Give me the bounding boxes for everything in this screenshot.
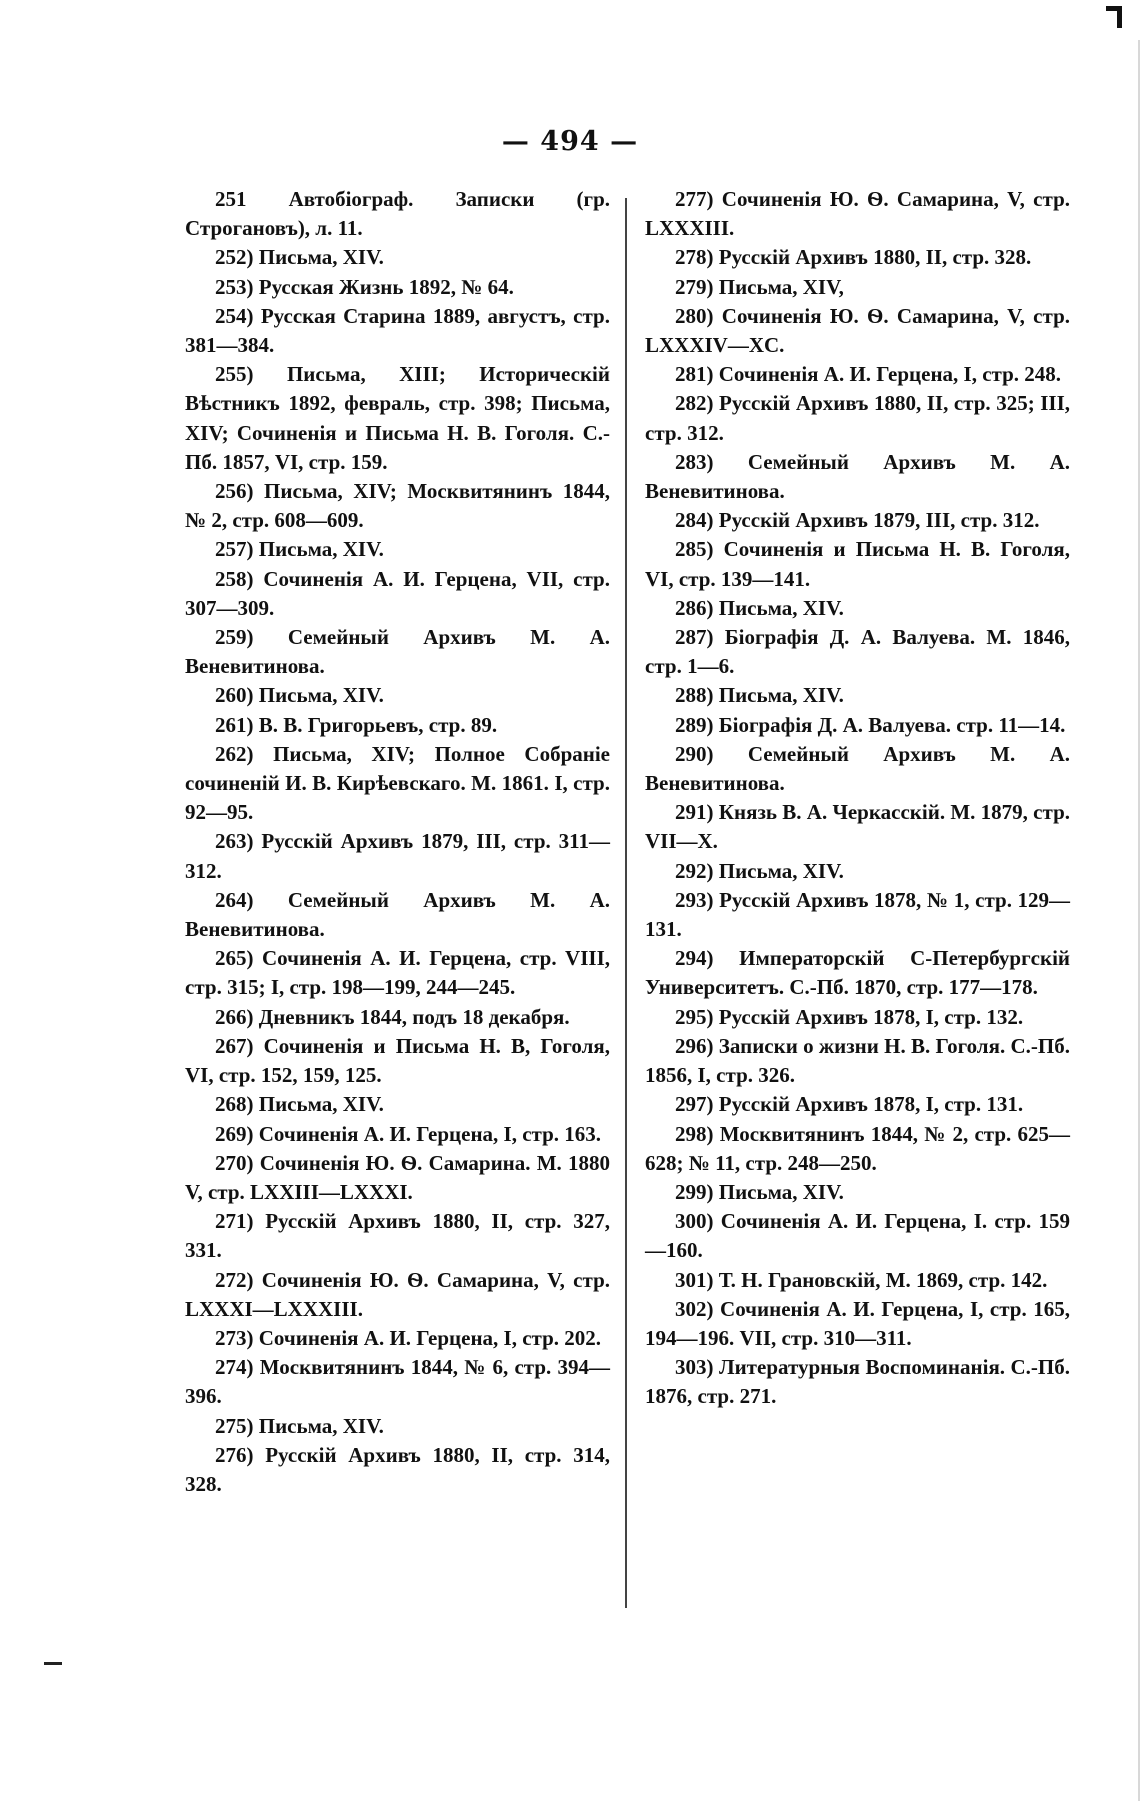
footnote-text: Сочиненія и Письма Н. В, Гоголя, VI, стр. 152, 159, 125. — [185, 1033, 611, 1088]
footnote-text: Русская Старина 1889, августъ, стр. 381—384. — [185, 303, 610, 358]
footnote-entry — [185, 711, 610, 740]
footnote-entry — [185, 302, 610, 360]
footnote-entry — [185, 535, 610, 564]
footnote-number: 260) — [215, 683, 259, 708]
footnote-number: 269) — [215, 1121, 259, 1146]
footnote-text: Письма, XIV. — [718, 595, 844, 620]
footnote-text: Біографія Д. А. Валуева. М. 1846, стр. 1—6. — [645, 625, 1070, 679]
footnote-text: Москвитянинъ 1844, № 2, стр. 625—628; № 11, стр. 248—250. — [645, 1121, 1070, 1175]
footnote-entry — [185, 185, 610, 243]
footnote-text: Сочиненія Ю. Ѳ. Самарина, V, стр. LXXXIV—XC. — [645, 303, 1071, 358]
footnote-entry — [185, 1441, 610, 1499]
footnote-number: 293) — [675, 887, 720, 912]
footnote-entry — [185, 1324, 610, 1353]
footnote-entry — [645, 1266, 1070, 1295]
footnote-number: 268) — [215, 1092, 259, 1117]
footnote-text: Семейный Архивъ М. А. Веневитинова. — [645, 449, 1070, 504]
footnote-number: 258) — [215, 566, 264, 591]
footnote-number: 259) — [215, 625, 288, 650]
footnote-entry — [645, 1207, 1070, 1265]
footnote-text: Записки о жизни Н. В. Гоголя. С.-Пб. 1856, I, стр. 326. — [645, 1033, 1070, 1088]
footnote-number: 303) — [675, 1355, 719, 1380]
footnote-text: Письма, XIV. — [258, 1413, 384, 1438]
footnote-text: Дневникъ 1844, подъ 18 декабря. — [258, 1004, 570, 1029]
footnote-number: 289) — [675, 712, 719, 737]
footnote-entry — [185, 477, 610, 535]
footnote-number: 301) — [675, 1267, 719, 1292]
footnote-text: Сочиненія Ю. Ѳ. Самарина, V, стр. LXXXI—LXXXIII. — [185, 1267, 611, 1321]
footnote-entry — [645, 798, 1070, 856]
footnote-text: Письма, XIV; Москвитянинъ 1844, № 2, стр. 608—609. — [185, 479, 610, 533]
footnote-entry — [645, 886, 1070, 944]
footnote-number: 290) — [675, 741, 748, 766]
footnote-entry — [185, 944, 610, 1002]
footnote-number: 273) — [215, 1325, 259, 1350]
footnote-text: Семейный Архивъ М. А. Веневитинова. — [645, 741, 1070, 796]
footnote-entry — [185, 1353, 610, 1411]
footnote-entry — [645, 1295, 1070, 1353]
footnote-text: Сочиненія А. И. Герцена, VII, стр. 307—309. — [185, 566, 610, 620]
footnote-text: Сочиненія А. И. Герцена, I. стр. 159—160. — [645, 1209, 1070, 1263]
footnote-entry — [185, 1090, 610, 1119]
footnote-text: Письма, XIII; Историческій Вѣстникъ 1892, февраль, стр. 398; Письма, XIV; Сочиненія и Письма Н. В. Гоголя. С.-Пб. 1857, VI, стр. 159. — [185, 362, 610, 474]
footnote-entry — [185, 360, 610, 477]
footnote-entry — [645, 1178, 1070, 1207]
footnote-number: 270) — [215, 1150, 260, 1175]
footnote-entry — [645, 448, 1070, 506]
footnote-entry — [645, 711, 1070, 740]
footnote-number: 267) — [215, 1033, 264, 1058]
footnote-text: Сочиненія и Письма Н. В. Гоголя, VI, стр. 139—141. — [645, 537, 1071, 591]
footnote-text: Письма, XIV, — [718, 274, 844, 299]
footnote-entry — [185, 1266, 610, 1324]
footnote-text: Т. Н. Грановскій, М. 1869, стр. 142. — [718, 1267, 1048, 1292]
footnote-number: 297) — [675, 1092, 719, 1117]
footnote-entry — [645, 1032, 1070, 1090]
footnote-text: Письма, XIV. — [718, 683, 844, 708]
footnote-text: Письма, XIV. — [258, 1092, 384, 1117]
footnote-number: 257) — [215, 537, 259, 562]
footnote-number: 280) — [675, 303, 722, 328]
footnote-number: 298) — [675, 1121, 720, 1146]
footnote-text: Русскій Архивъ 1880, II, стр. 314, 328. — [185, 1442, 610, 1496]
footnote-number: 288) — [675, 683, 719, 708]
footnote-number: 274) — [215, 1355, 260, 1380]
footnote-text: Автобіограф. Записки (гр. Строгановъ), л. 11. — [185, 187, 611, 241]
footnote-entry — [645, 185, 1070, 243]
footnote-text: Письма, XIV. — [258, 537, 384, 562]
footnote-number: 294) — [675, 946, 740, 971]
footnote-entry — [645, 681, 1070, 710]
footnote-number: 299) — [675, 1179, 719, 1204]
footnote-text: Русская Жизнь 1892, № 64. — [258, 274, 514, 299]
footnote-number: 251 — [215, 187, 289, 211]
footnote-entry — [645, 302, 1070, 360]
footnote-number: 261) — [215, 712, 259, 737]
footnote-number: 278) — [675, 245, 719, 270]
footnote-text: Сочиненія Ю. Ѳ. Самарина. М. 1880 V, стр. LXXIII—LXXXI. — [185, 1150, 610, 1204]
footnote-entry — [185, 1412, 610, 1441]
footnote-text: Письма, XIV. — [718, 858, 844, 883]
footnote-entry — [185, 1003, 610, 1032]
footnote-text: Князь В. А. Черкасскій. М. 1879, стр. VII—X. — [645, 800, 1070, 854]
footnote-text: Русскій Архивъ 1878, I, стр. 131. — [718, 1092, 1024, 1117]
footnote-entry — [185, 681, 610, 710]
footnote-text: Сочиненія Ю. Ѳ. Самарина, V, стр. LXXXIII. — [645, 187, 1071, 241]
footnote-number: 279) — [675, 274, 719, 299]
footnote-number: 256) — [215, 479, 265, 504]
footnote-number: 295) — [675, 1004, 719, 1029]
footnote-entry — [185, 740, 610, 828]
footnote-text: Императорскій С-Петербургскій Университетъ. С.-Пб. 1870, стр. 177—178. — [645, 946, 1071, 1000]
footnote-text: Литературныя Воспоминанія. С.-Пб. 1876, стр. 271. — [645, 1355, 1070, 1409]
footnote-number: 262) — [215, 741, 274, 766]
footnote-entry — [185, 886, 610, 944]
footnote-number: 300) — [675, 1209, 721, 1234]
footnote-text: Письма, XIV. — [718, 1179, 844, 1204]
footnote-number: 263) — [215, 829, 262, 854]
footnote-number: 254) — [215, 303, 261, 328]
footnote-text: Сочиненія А. И. Герцена, I, стр. 163. — [258, 1121, 602, 1146]
footnote-entry — [645, 389, 1070, 447]
left-column — [185, 185, 610, 1499]
footnote-number: 271) — [215, 1209, 266, 1234]
footnote-text: Сочиненія А. И. Герцена, I, стр. 248. — [718, 362, 1062, 387]
footnote-entry — [645, 243, 1070, 272]
footnote-entry — [185, 1207, 610, 1265]
footnote-entry — [185, 243, 610, 272]
margin-dash — [44, 1662, 62, 1665]
footnote-text: Русскій Архивъ 1879, III, стр. 312. — [718, 508, 1040, 533]
footnote-text: Письма, XIV. — [258, 683, 384, 708]
footnote-entry — [645, 594, 1070, 623]
footnote-entry — [645, 360, 1070, 389]
right-column — [645, 185, 1070, 1412]
footnote-number: 291) — [675, 800, 719, 825]
footnote-entry — [645, 1090, 1070, 1119]
footnote-entry — [645, 1353, 1070, 1411]
footnote-number: 282) — [675, 391, 720, 416]
footnote-number: 275) — [215, 1413, 259, 1438]
footnote-number: 255) — [215, 362, 287, 387]
footnote-entry — [645, 273, 1070, 302]
footnote-number: 292) — [675, 858, 719, 883]
footnote-entry — [645, 1120, 1070, 1178]
footnote-number: 287) — [675, 625, 725, 650]
page-number: — 494 — — [501, 126, 639, 157]
footnote-entry — [185, 1149, 610, 1207]
footnote-number: 277) — [675, 187, 722, 211]
footnote-entry — [185, 827, 610, 885]
footnote-text: Русскій Архивъ 1880, II, стр. 327, 331. — [185, 1209, 610, 1263]
footnote-text: Семейный Архивъ М. А. Веневитинова. — [185, 887, 610, 942]
footnote-entry — [185, 565, 610, 623]
footnote-entry — [185, 1032, 610, 1090]
footnote-entry — [645, 506, 1070, 535]
footnote-number: 276) — [215, 1442, 266, 1467]
footnote-text: Письма, XIV; Полное Собраніе сочиненій И. В. Кирѣевскаго. М. 1861. I, стр. 92—95. — [185, 741, 610, 825]
footnote-number: 296) — [675, 1033, 719, 1058]
footnote-number: 285) — [675, 537, 724, 562]
footnote-number: 253) — [215, 274, 259, 299]
footnote-text: Сочиненія А. И. Герцена, I, стр. 165, 194—196. VII, стр. 310—311. — [645, 1296, 1070, 1350]
footnote-entry — [645, 740, 1070, 798]
footnote-text: Русскій Архивъ 1878, I, стр. 132. — [718, 1004, 1024, 1029]
footnote-text: Москвитянинъ 1844, № 6, стр. 394—396. — [185, 1355, 610, 1409]
footnote-entry — [185, 273, 610, 302]
footnote-text: Русскій Архивъ 1879, III, стр. 311—312. — [185, 829, 610, 883]
footnote-text: Русскій Архивъ 1880, II, стр. 325; III, стр. 312. — [645, 391, 1070, 445]
footnote-number: 266) — [215, 1004, 259, 1029]
footnote-text: Сочиненія А. И. Герцена, I, стр. 202. — [258, 1325, 602, 1350]
footnote-entry — [645, 535, 1070, 593]
footnote-text: Русскій Архивъ 1878, № 1, стр. 129—131. — [645, 887, 1070, 942]
footnote-number: 252) — [215, 245, 259, 270]
corner-mark-icon — [1106, 6, 1122, 28]
footnote-text: Русскій Архивъ 1880, II, стр. 328. — [718, 245, 1032, 270]
footnote-text: Біографія Д. А. Валуева. стр. 11—14. — [718, 712, 1066, 737]
footnote-number: 302) — [675, 1296, 721, 1321]
footnote-number: 281) — [675, 362, 719, 387]
footnote-entry — [185, 623, 610, 681]
footnote-entry — [645, 944, 1070, 1002]
footnote-text: В. В. Григорьевъ, стр. 89. — [258, 712, 498, 737]
footnote-text: Сочиненія А. И. Герцена, стр. VIII, стр. 315; I, стр. 198—199, 244—245. — [185, 946, 610, 1000]
footnote-number: 272) — [215, 1267, 262, 1292]
footnote-entry — [645, 623, 1070, 681]
footnote-entry — [645, 1003, 1070, 1032]
footnote-text: Семейный Архивъ М. А. Веневитинова. — [185, 625, 610, 679]
footnote-text: Письма, XIV. — [258, 245, 384, 270]
footnote-number: 286) — [675, 595, 719, 620]
footnote-entry — [185, 1120, 610, 1149]
footnote-number: 265) — [215, 946, 262, 971]
footnote-entry — [645, 857, 1070, 886]
footnote-number: 284) — [675, 508, 719, 533]
footnote-number: 283) — [675, 449, 748, 474]
footnote-number: 264) — [215, 887, 288, 912]
column-divider — [625, 198, 627, 1608]
